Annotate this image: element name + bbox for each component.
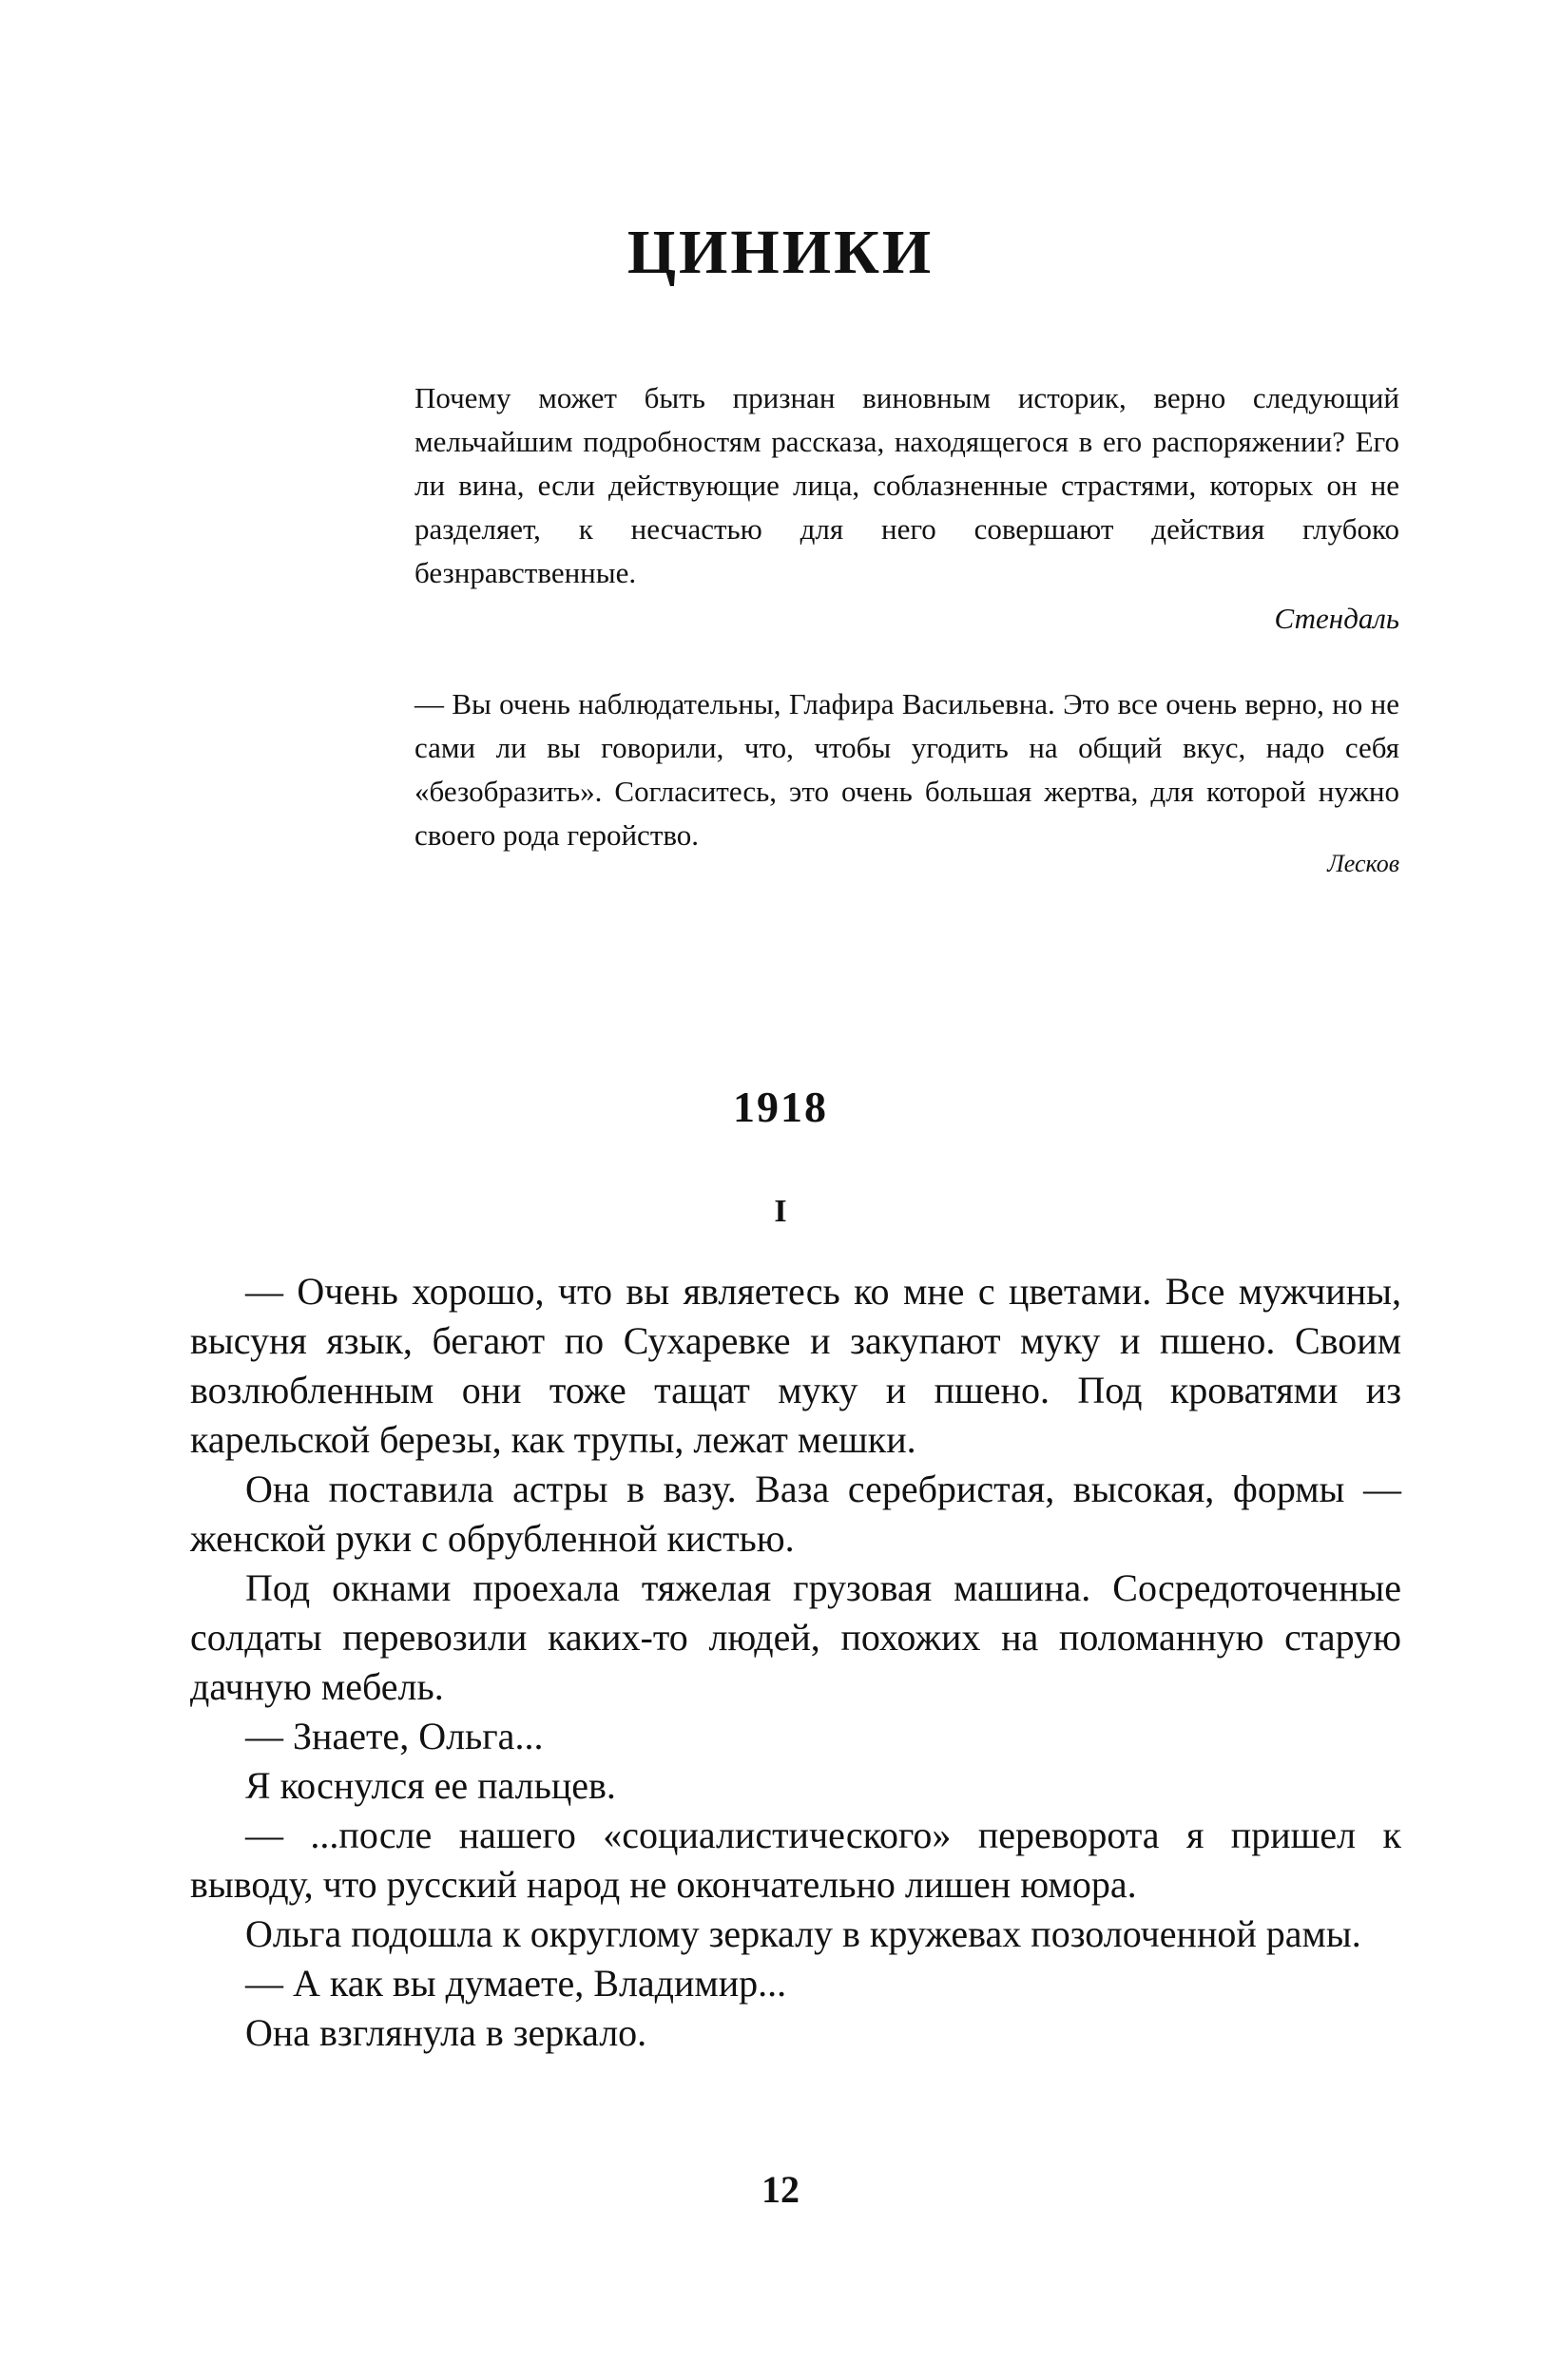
paragraph: — Очень хорошо, что вы являетесь ко мне с цветами. Все мужчины, высуня язык, бегают по Сухаревке и закупают муку и пшено. Своим возлюбленным они тоже тащат муку и пшено. Под кроватями из карельской березы, как трупы, лежат мешки.	[190, 1270, 1401, 1461]
epigraph-stendhal	[414, 376, 1399, 643]
chapter-heading: 1918	[733, 1083, 828, 1131]
epigraph-text: — Вы очень наблюдательны, Глафира Васильевна. Это все очень верно, но не сами ли вы говорили, что, чтобы угодить на общий вкус, надо себя «безобразить». Согласитесь, это очень большая жертва, для которой нужно своего рода геройство.	[414, 687, 1399, 852]
paragraph: Под окнами проехала тяжелая грузовая машина. Сосредоточенные солдаты перевозили каких-то людей, похожих на поломанную старую дачную мебель.	[190, 1566, 1401, 1708]
paragraph: Ольга подошла к округлому зеркалу в кружевах позолоченной рамы.	[245, 1912, 1361, 1955]
paragraph: — ...после нашего «социалистического» переворота я пришел к выводу, что русский народ не окончательно лишен юмора.	[190, 1814, 1401, 1906]
paragraph: Я коснулся ее пальцев.	[245, 1764, 616, 1807]
paragraph: — Знаете, Ольга...	[245, 1715, 544, 1757]
paragraph: Она поставила астры в вазу. Ваза серебристая, высокая, формы — женской руки с обрубленной кистью.	[190, 1468, 1401, 1560]
paragraph: Она взглянула в зеркало.	[245, 2011, 647, 2054]
paragraph: — А как вы думаете, Владимир...	[245, 1962, 787, 2005]
page-number: 12	[761, 2168, 800, 2211]
epigraph-author: Стендаль	[1274, 602, 1399, 635]
section-number: I	[774, 1194, 787, 1229]
body-text	[190, 1267, 1401, 2058]
epigraph-leskov	[414, 682, 1399, 878]
epigraph-author: Лесков	[1327, 850, 1399, 877]
epigraph-text: Почему может быть признан виновным историк, верно следующий мельчайшим подробностям рассказа, находящегося в его распоряжении? Его ли вина, если действующие лица, соблазненные страстями, которых он не разделяет, к несчастью для него совершают действия глубоко безнравственные.	[414, 381, 1399, 589]
page-title: ЦИНИКИ	[626, 218, 935, 287]
